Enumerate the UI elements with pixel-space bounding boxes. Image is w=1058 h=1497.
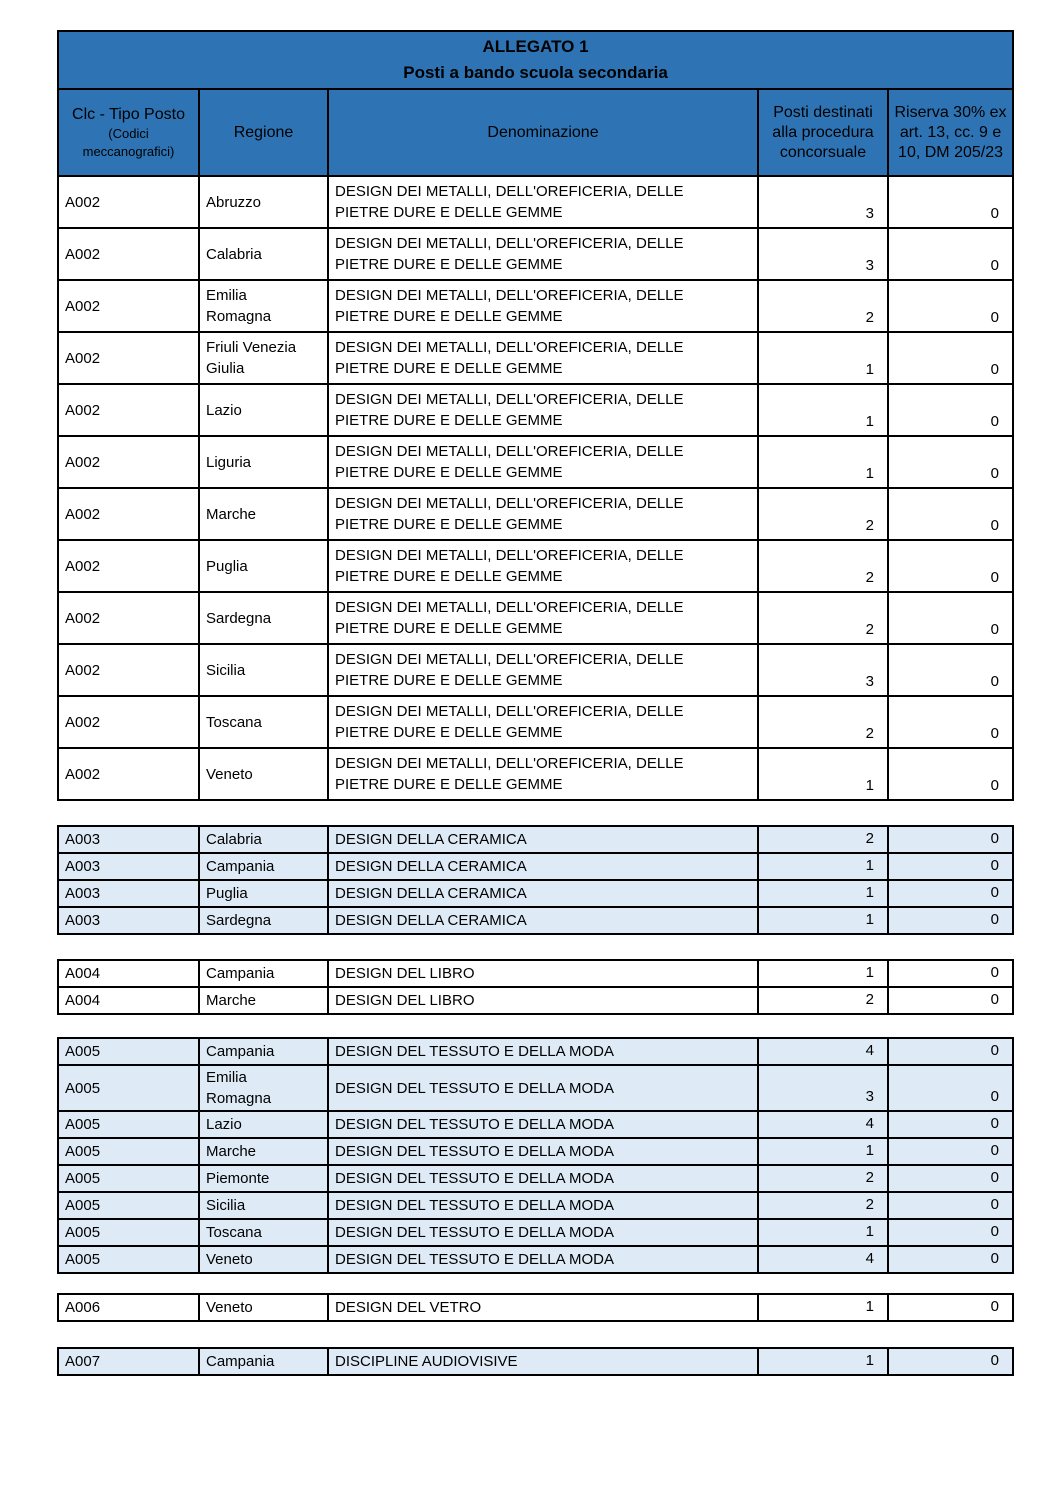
- table-row: [58, 436, 1013, 488]
- cell-code: A002: [58, 644, 199, 696]
- table-row: [58, 540, 1013, 592]
- cell-code: A005: [58, 1246, 199, 1273]
- cell-posti: 2: [758, 540, 888, 592]
- cell-region: Lazio: [199, 384, 328, 436]
- cell-code: A002: [58, 696, 199, 748]
- cell-riserva: 0: [888, 826, 1013, 853]
- cell-denominazione: DESIGN DEL VETRO: [328, 1294, 758, 1321]
- cell-posti: 4: [758, 1246, 888, 1273]
- cell-posti: 4: [758, 1038, 888, 1065]
- cell-denominazione: DESIGN DEL TESSUTO E DELLA MODA: [328, 1138, 758, 1165]
- cell-posti: 1: [758, 384, 888, 436]
- cell-code: A007: [58, 1348, 199, 1375]
- table-row: [58, 696, 1013, 748]
- cell-region: Toscana: [199, 696, 328, 748]
- col-header-denominazione: Denominazione: [328, 89, 758, 176]
- cell-posti: 3: [758, 176, 888, 228]
- cell-code: A002: [58, 488, 199, 540]
- cell-denominazione: DESIGN DEI METALLI, DELL'OREFICERIA, DELLE PIETRE DURE E DELLE GEMME: [328, 540, 758, 592]
- section-table-A003: [57, 825, 1014, 935]
- section-table-A007: [57, 1347, 1014, 1376]
- cell-code: A002: [58, 592, 199, 644]
- cell-code: A005: [58, 1065, 199, 1111]
- cell-denominazione: DESIGN DEI METALLI, DELL'OREFICERIA, DELLE PIETRE DURE E DELLE GEMME: [328, 280, 758, 332]
- cell-posti: 1: [758, 1294, 888, 1321]
- cell-code: A002: [58, 436, 199, 488]
- cell-region: Sicilia: [199, 644, 328, 696]
- cell-region: Sardegna: [199, 592, 328, 644]
- cell-region: Lazio: [199, 1111, 328, 1138]
- cell-riserva: 0: [888, 1138, 1013, 1165]
- cell-region: Veneto: [199, 1246, 328, 1273]
- cell-posti: 2: [758, 280, 888, 332]
- table-row: [58, 1192, 1013, 1219]
- table-row: [58, 1246, 1013, 1273]
- table-row: [58, 907, 1013, 934]
- cell-denominazione: DESIGN DELLA CERAMICA: [328, 853, 758, 880]
- section-table-A006: [57, 1293, 1014, 1322]
- cell-riserva: 0: [888, 1192, 1013, 1219]
- table-row: [58, 987, 1013, 1014]
- cell-riserva: 0: [888, 436, 1013, 488]
- cell-denominazione: DESIGN DEI METALLI, DELL'OREFICERIA, DELLE PIETRE DURE E DELLE GEMME: [328, 748, 758, 800]
- cell-riserva: 0: [888, 1294, 1013, 1321]
- cell-denominazione: DESIGN DEL TESSUTO E DELLA MODA: [328, 1111, 758, 1138]
- cell-posti: 1: [758, 1138, 888, 1165]
- cell-code: A002: [58, 332, 199, 384]
- cell-posti: 2: [758, 987, 888, 1014]
- cell-denominazione: DESIGN DEI METALLI, DELL'OREFICERIA, DELLE PIETRE DURE E DELLE GEMME: [328, 228, 758, 280]
- cell-code: A005: [58, 1192, 199, 1219]
- sections: [57, 175, 1012, 1376]
- cell-denominazione: DESIGN DEL LIBRO: [328, 987, 758, 1014]
- table-row: [58, 228, 1013, 280]
- document-page: [57, 30, 1012, 1376]
- table-row: [58, 826, 1013, 853]
- cell-code: A005: [58, 1111, 199, 1138]
- table-row: [58, 1219, 1013, 1246]
- title-line-2: Posti a bando scuola secondaria: [403, 63, 668, 82]
- cell-region: Campania: [199, 1038, 328, 1065]
- cell-denominazione: DESIGN DEI METALLI, DELL'OREFICERIA, DELLE PIETRE DURE E DELLE GEMME: [328, 488, 758, 540]
- cell-denominazione: DESIGN DEI METALLI, DELL'OREFICERIA, DELLE PIETRE DURE E DELLE GEMME: [328, 436, 758, 488]
- cell-riserva: 0: [888, 853, 1013, 880]
- cell-posti: 2: [758, 1165, 888, 1192]
- cell-code: A003: [58, 880, 199, 907]
- table-row: [58, 1038, 1013, 1065]
- cell-denominazione: DESIGN DEI METALLI, DELL'OREFICERIA, DELLE PIETRE DURE E DELLE GEMME: [328, 696, 758, 748]
- title-row: [58, 31, 1013, 89]
- cell-code: A005: [58, 1165, 199, 1192]
- cell-code: A002: [58, 280, 199, 332]
- header-table: [57, 30, 1014, 177]
- cell-posti: 4: [758, 1111, 888, 1138]
- cell-code: A006: [58, 1294, 199, 1321]
- cell-posti: 1: [758, 907, 888, 934]
- cell-code: A002: [58, 748, 199, 800]
- cell-denominazione: DESIGN DELLA CERAMICA: [328, 880, 758, 907]
- cell-region: Toscana: [199, 1219, 328, 1246]
- cell-riserva: 0: [888, 1348, 1013, 1375]
- table-row: [58, 1065, 1013, 1111]
- cell-denominazione: DESIGN DEL TESSUTO E DELLA MODA: [328, 1246, 758, 1273]
- cell-denominazione: DESIGN DEI METALLI, DELL'OREFICERIA, DELLE PIETRE DURE E DELLE GEMME: [328, 644, 758, 696]
- cell-posti: 2: [758, 488, 888, 540]
- table-row: [58, 1111, 1013, 1138]
- table-row: [58, 1165, 1013, 1192]
- section-table-A005: [57, 1037, 1014, 1274]
- cell-riserva: 0: [888, 540, 1013, 592]
- cell-riserva: 0: [888, 332, 1013, 384]
- cell-region: Campania: [199, 960, 328, 987]
- table-row: [58, 748, 1013, 800]
- table-row: [58, 853, 1013, 880]
- cell-denominazione: DESIGN DEL LIBRO: [328, 960, 758, 987]
- cell-region: Marche: [199, 1138, 328, 1165]
- cell-code: A002: [58, 176, 199, 228]
- table-row: [58, 488, 1013, 540]
- table-row: [58, 592, 1013, 644]
- table-row: [58, 332, 1013, 384]
- cell-region: Campania: [199, 1348, 328, 1375]
- cell-denominazione: DESIGN DELLA CERAMICA: [328, 907, 758, 934]
- cell-region: Veneto: [199, 1294, 328, 1321]
- title-line-1: ALLEGATO 1: [482, 37, 589, 56]
- cell-posti: 2: [758, 696, 888, 748]
- cell-region: Puglia: [199, 540, 328, 592]
- cell-posti: 3: [758, 644, 888, 696]
- cell-posti: 1: [758, 880, 888, 907]
- cell-riserva: 0: [888, 1246, 1013, 1273]
- cell-code: A005: [58, 1219, 199, 1246]
- cell-region: Marche: [199, 488, 328, 540]
- cell-riserva: 0: [888, 228, 1013, 280]
- col-header-tipo-posto-sublabel: (Codici meccanografici): [82, 125, 175, 159]
- cell-denominazione: DESIGN DEI METALLI, DELL'OREFICERIA, DELLE PIETRE DURE E DELLE GEMME: [328, 176, 758, 228]
- table-title: [58, 31, 1013, 89]
- cell-riserva: 0: [888, 1065, 1013, 1111]
- cell-code: A002: [58, 540, 199, 592]
- cell-region: Friuli Venezia Giulia: [199, 332, 328, 384]
- cell-riserva: 0: [888, 960, 1013, 987]
- section-table-A004: [57, 959, 1014, 1015]
- cell-riserva: 0: [888, 176, 1013, 228]
- cell-riserva: 0: [888, 696, 1013, 748]
- cell-denominazione: DESIGN DEI METALLI, DELL'OREFICERIA, DELLE PIETRE DURE E DELLE GEMME: [328, 384, 758, 436]
- cell-riserva: 0: [888, 1038, 1013, 1065]
- col-header-riserva: Riserva 30% ex art. 13, cc. 9 e 10, DM 205/23: [888, 89, 1013, 176]
- cell-riserva: 0: [888, 987, 1013, 1014]
- cell-code: A003: [58, 907, 199, 934]
- cell-posti: 2: [758, 1192, 888, 1219]
- cell-riserva: 0: [888, 488, 1013, 540]
- cell-riserva: 0: [888, 644, 1013, 696]
- cell-posti: 1: [758, 332, 888, 384]
- cell-region: Campania: [199, 853, 328, 880]
- cell-denominazione: DESIGN DEI METALLI, DELL'OREFICERIA, DELLE PIETRE DURE E DELLE GEMME: [328, 332, 758, 384]
- cell-code: A004: [58, 960, 199, 987]
- table-row: [58, 384, 1013, 436]
- cell-region: Piemonte: [199, 1165, 328, 1192]
- cell-denominazione: DESIGN DEI METALLI, DELL'OREFICERIA, DELLE PIETRE DURE E DELLE GEMME: [328, 592, 758, 644]
- cell-riserva: 0: [888, 880, 1013, 907]
- table-row: [58, 880, 1013, 907]
- cell-posti: 2: [758, 592, 888, 644]
- cell-denominazione: DESIGN DEL TESSUTO E DELLA MODA: [328, 1219, 758, 1246]
- cell-denominazione: DISCIPLINE AUDIOVISIVE: [328, 1348, 758, 1375]
- cell-region: Sardegna: [199, 907, 328, 934]
- cell-region: Abruzzo: [199, 176, 328, 228]
- col-header-posti: Posti destinati alla procedura concorsuale: [758, 89, 888, 176]
- cell-code: A005: [58, 1138, 199, 1165]
- cell-denominazione: DESIGN DEL TESSUTO E DELLA MODA: [328, 1165, 758, 1192]
- cell-riserva: 0: [888, 592, 1013, 644]
- col-header-tipo-posto-label: Clc - Tipo Posto: [72, 105, 185, 123]
- table-row: [58, 960, 1013, 987]
- cell-posti: 1: [758, 748, 888, 800]
- cell-code: A005: [58, 1038, 199, 1065]
- cell-riserva: 0: [888, 1219, 1013, 1246]
- section-table-A002: [57, 175, 1014, 801]
- cell-posti: 1: [758, 1219, 888, 1246]
- cell-code: A004: [58, 987, 199, 1014]
- cell-code: A002: [58, 384, 199, 436]
- cell-region: Marche: [199, 987, 328, 1014]
- table-row: [58, 176, 1013, 228]
- cell-posti: 1: [758, 436, 888, 488]
- table-row: [58, 1138, 1013, 1165]
- cell-region: Veneto: [199, 748, 328, 800]
- col-header-regione: Regione: [199, 89, 328, 176]
- cell-denominazione: DESIGN DEL TESSUTO E DELLA MODA: [328, 1192, 758, 1219]
- col-header-tipo-posto: [58, 89, 199, 176]
- table-row: [58, 1294, 1013, 1321]
- cell-region: Liguria: [199, 436, 328, 488]
- cell-region: Calabria: [199, 826, 328, 853]
- cell-riserva: 0: [888, 907, 1013, 934]
- cell-posti: 3: [758, 1065, 888, 1111]
- cell-region: Calabria: [199, 228, 328, 280]
- cell-denominazione: DESIGN DEL TESSUTO E DELLA MODA: [328, 1038, 758, 1065]
- cell-riserva: 0: [888, 280, 1013, 332]
- cell-region: Puglia: [199, 880, 328, 907]
- table-row: [58, 1348, 1013, 1375]
- cell-posti: 1: [758, 960, 888, 987]
- column-header-row: [58, 89, 1013, 176]
- cell-denominazione: DESIGN DEL TESSUTO E DELLA MODA: [328, 1065, 758, 1111]
- cell-riserva: 0: [888, 748, 1013, 800]
- cell-posti: 2: [758, 826, 888, 853]
- cell-region: Sicilia: [199, 1192, 328, 1219]
- table-row: [58, 644, 1013, 696]
- cell-region: Emilia Romagna: [199, 1065, 328, 1111]
- cell-posti: 1: [758, 1348, 888, 1375]
- cell-posti: 1: [758, 853, 888, 880]
- cell-riserva: 0: [888, 384, 1013, 436]
- cell-posti: 3: [758, 228, 888, 280]
- cell-region: Emilia Romagna: [199, 280, 328, 332]
- cell-denominazione: DESIGN DELLA CERAMICA: [328, 826, 758, 853]
- cell-riserva: 0: [888, 1111, 1013, 1138]
- cell-code: A002: [58, 228, 199, 280]
- cell-code: A003: [58, 826, 199, 853]
- cell-code: A003: [58, 853, 199, 880]
- cell-riserva: 0: [888, 1165, 1013, 1192]
- table-row: [58, 280, 1013, 332]
